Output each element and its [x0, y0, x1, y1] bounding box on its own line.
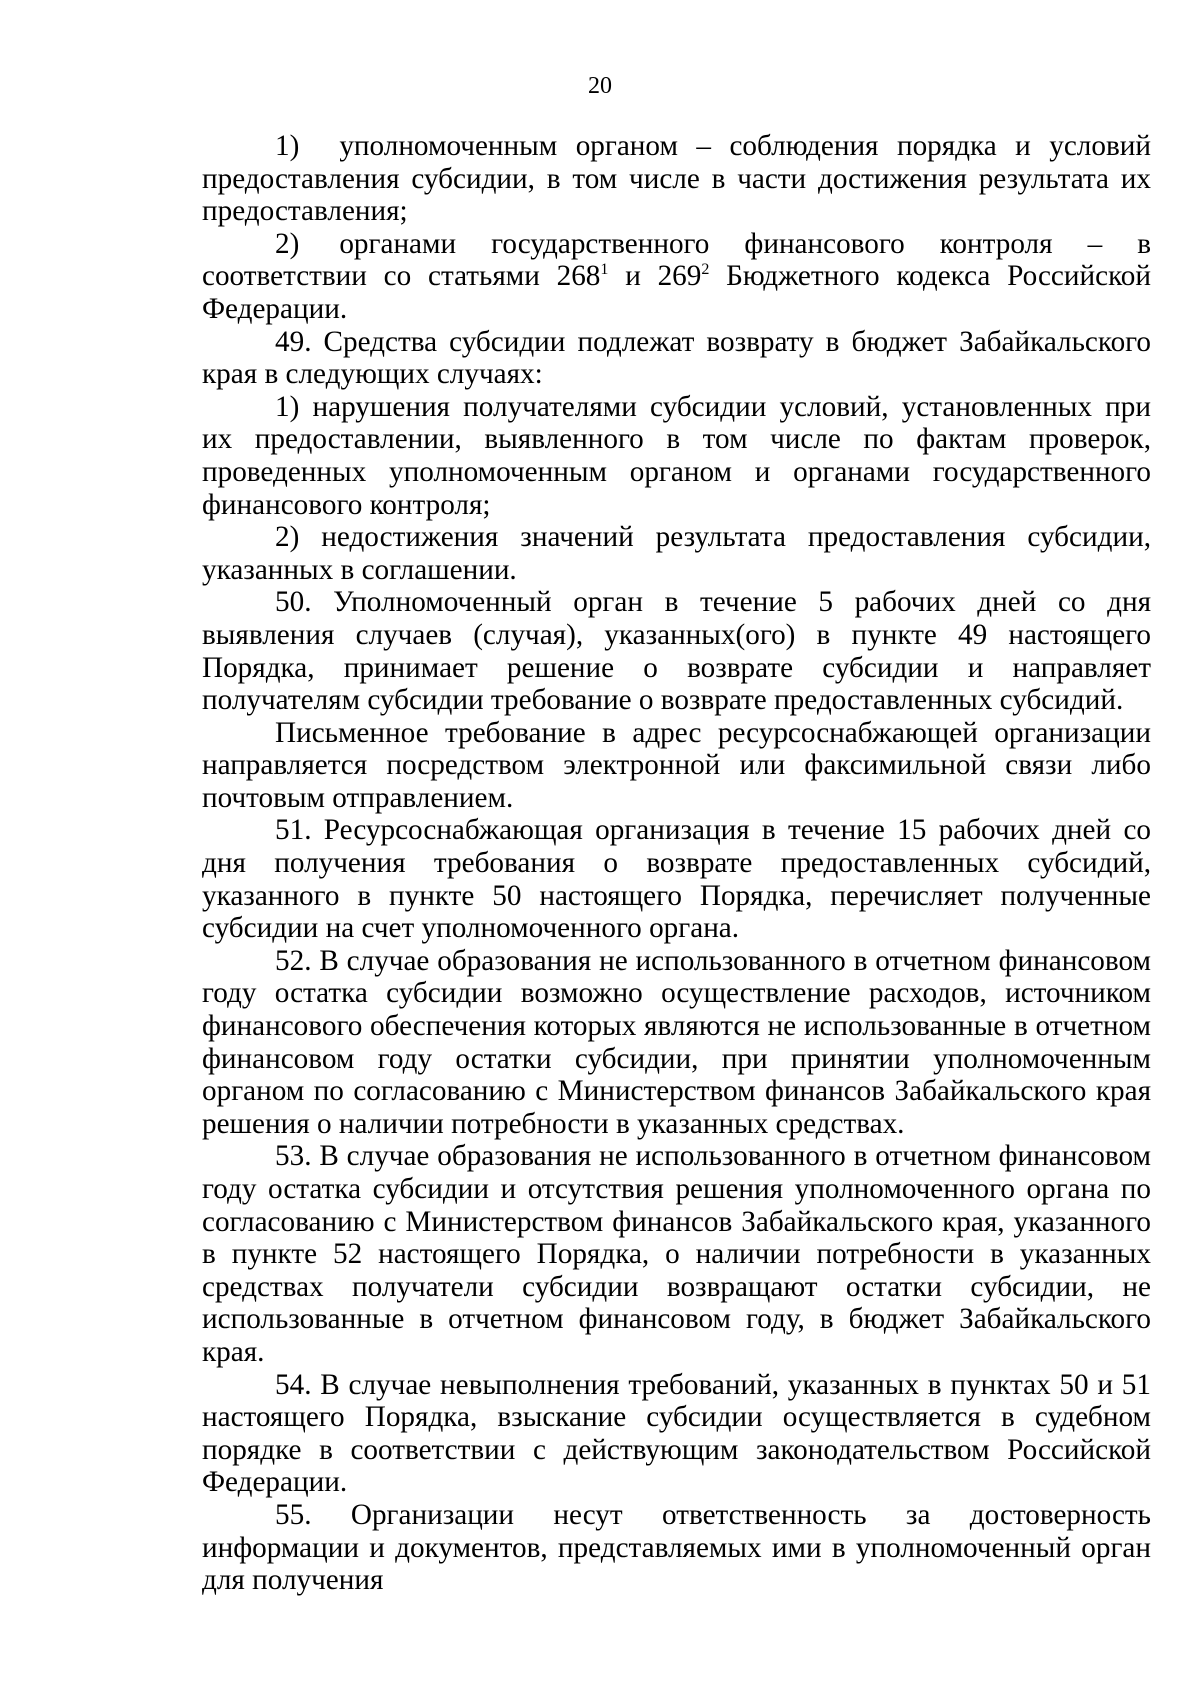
- paragraph-49-case-1: 1) нарушения получателями субсидии условий, установленных при их предоставлении, выявленного в том числе по фактам проверок, проведенных уполномоченным органом и органами государственного финансового контроля;: [202, 390, 1151, 521]
- item-1-text: уполномоченным органом – соблюдения порядка и условий предоставления субсидии, в том числе в части достижения результата их предоставления;: [202, 130, 1151, 228]
- paragraph-53: 53. В случае образования не использованного в отчетном финансовом году остатка субсидии и отсутствия решения уполномоченного органа по согласованию с Министерством финансов Забайкальского края, указанного в пункте 52 настоящего Порядка, о наличии потребности в указанных средствах получатели субсидии возвращают остатки субсидии, не использованные в отчетном финансовом году, в бюджет Забайкальского края.: [202, 1140, 1151, 1368]
- item-2-superscript-2: 2: [701, 261, 710, 279]
- item-1-number: 1): [275, 130, 300, 162]
- page-number: 20: [588, 73, 612, 99]
- item-2-text-part-1: органами государственного финансового контроля – в соответствии со статьями 268: [202, 227, 1151, 293]
- item-2-text-part-2: и 269: [608, 260, 702, 293]
- paragraph-item-1: [202, 130, 1151, 228]
- paragraph-54: 54. В случае невыполнения требований, указанных в пунктах 50 и 51 настоящего Порядка, взыскание субсидии осуществляется в судебном порядке в соответствии с действующим законодательством Российской Федерации.: [202, 1368, 1151, 1499]
- paragraph-51: 51. Ресурсоснабжающая организация в течение 15 рабочих дней со дня получения требования о возврате предоставленных субсидий, указанного в пункте 50 настоящего Порядка, перечисляет полученные субсидии на счет уполномоченного органа.: [202, 814, 1151, 945]
- item-2-number: 2): [275, 227, 300, 260]
- item-2-superscript-1: 1: [600, 261, 609, 279]
- paragraph-52: 52. В случае образования не использованного в отчетном финансовом году остатка субсидии возможно осуществление расходов, источником финансового обеспечения которых являются не использованные в отчетном финансовом году остатки субсидии, при принятии уполномоченным органом по согласованию с Министерством финансов Забайкальского края решения о наличии потребности в указанных средствах.: [202, 944, 1151, 1140]
- paragraph-55: 55. Организации несут ответственность за достоверность информации и документов, представляемых ими в уполномоченный орган для получения: [202, 1498, 1151, 1597]
- paragraph-49-case-2: 2) недостижения значений результата предоставления субсидии, указанных в соглашении.: [202, 521, 1151, 586]
- item-2-text-part-3: Бюджетного кодекса Российской Федерации.: [202, 260, 1151, 325]
- paragraph-50: 50. Уполномоченный орган в течение 5 рабочих дней со дня выявления случаев (случая), указанных(ого) в пункте 49 настоящего Порядка, принимает решение о возврате субсидии и направляет получателям субсидии требование о возврате предоставленных субсидий.: [202, 586, 1151, 717]
- paragraph-50-written-request: Письменное требование в адрес ресурсоснабжающей организации направляется посредством электронной или факсимильной связи либо почтовым отправлением.: [202, 716, 1151, 814]
- paragraph-49: 49. Средства субсидии подлежат возврату в бюджет Забайкальского края в следующих случаях:: [202, 325, 1151, 391]
- paragraph-item-2: [202, 228, 1151, 326]
- document-body: [202, 130, 1151, 1597]
